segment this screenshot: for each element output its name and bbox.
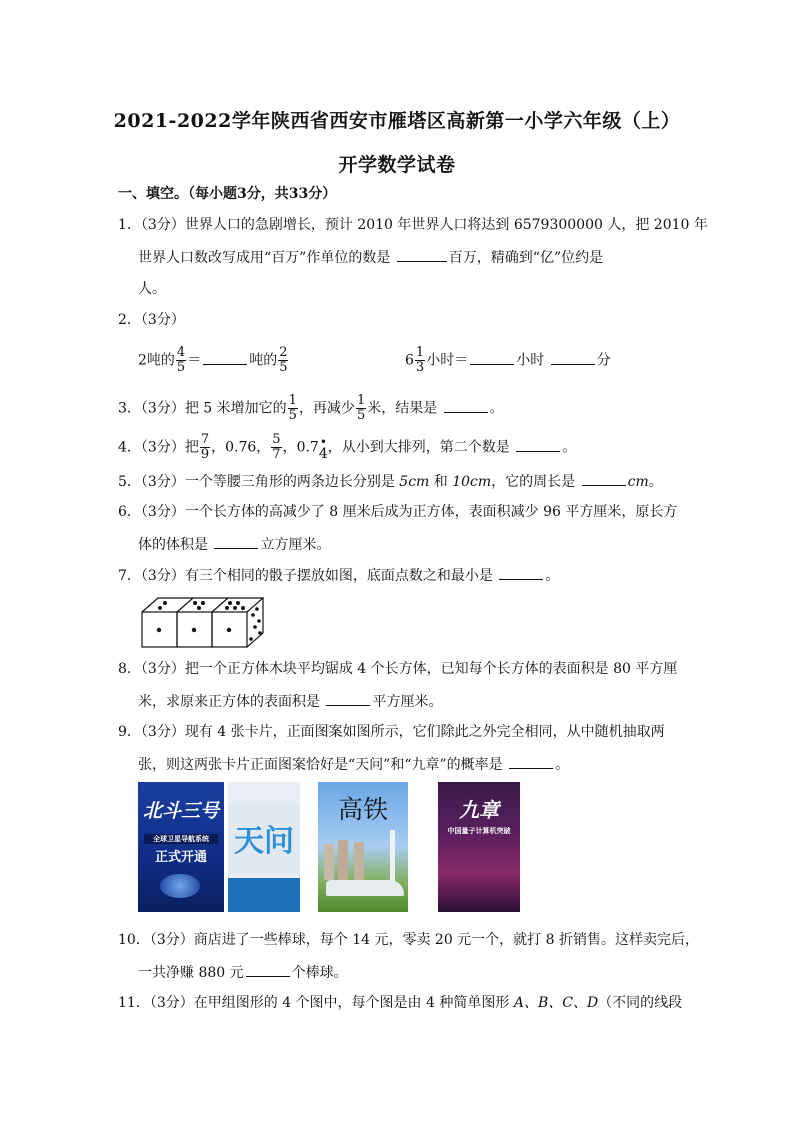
fraction: $\frac{4}{5}$ xyxy=(176,345,186,375)
question-2-right: 6 $\frac{1}{3}$ 小时＝ 小时 分 xyxy=(405,345,611,375)
answer-blank[interactable] xyxy=(246,962,290,977)
question-10-line2: 一共净赚 880 元 个棒球。 xyxy=(138,962,348,983)
question-9: 9．（3分）现有 4 张卡片，正面图案如图所示，它们除此之外完全相同，从中随机抽取两 xyxy=(118,724,665,740)
answer-blank[interactable] xyxy=(203,350,247,365)
question-4: 4．（3分）把 $\frac{7}{9}$ ，0.76， $\frac{5}{7}$ ，0.7 • 4，从小到大排列，第二个数是 。 xyxy=(118,432,577,462)
answer-blank[interactable] xyxy=(582,471,626,486)
answer-blank[interactable] xyxy=(444,398,488,413)
answer-blank[interactable] xyxy=(551,350,595,365)
question-1-line3: 人。 xyxy=(138,281,166,297)
fraction: $\frac{1}{5}$ xyxy=(288,393,297,423)
answer-blank[interactable] xyxy=(499,565,543,580)
card-jiuzhang: 九章 中国量子计算机突破 xyxy=(438,782,520,912)
card-beidou: 北斗三号 全球卫星导航系统 正式开通 xyxy=(138,782,224,912)
question-6: 6．（3分）一个长方体的高减少了 8 厘米后成为正方体，表面积减少 96 平方厘米，原长方 xyxy=(118,504,678,520)
repeating-digit: • 4 xyxy=(318,434,328,462)
exam-title-line2: 开学数学试卷 xyxy=(338,154,456,176)
exam-title-line1: 2021-2022学年陕西省西安市雁塔区高新第一小学六年级（上） xyxy=(113,110,681,132)
question-1-line2: 世界人口数改写成用“百万”作单位的数是 百万，精确到“亿”位约是 xyxy=(138,247,603,268)
question-3: 3．（3分）把 5 米增加它的 $\frac{1}{5}$ ，再减少 $\frac{1}{5}$ 米，结果是 。 xyxy=(118,393,504,423)
fraction: $\frac{5}{7}$ xyxy=(272,432,281,462)
train-image xyxy=(326,880,404,896)
question-1: 1．（3分）世界人口的急剧增长，预计 2010 年世界人口将达到 6579300000 人，把 2010 年 xyxy=(118,217,708,233)
section-heading: 一、填空。（每小题3分，共33分） xyxy=(118,186,337,202)
fraction: $\frac{7}{9}$ xyxy=(200,432,210,462)
card-footer-band xyxy=(228,878,300,912)
answer-blank[interactable] xyxy=(509,754,553,769)
question-8: 8．（3分）把一个正方体木块平均锯成 4 个长方体，已知每个长方体的表面积是 80 平方厘 xyxy=(118,661,678,677)
fraction: $\frac{1}{3}$ xyxy=(415,345,425,375)
question-2: 2．（3分） xyxy=(118,312,185,328)
answer-blank[interactable] xyxy=(397,247,447,262)
answer-blank[interactable] xyxy=(516,437,560,452)
card-tianwen: 天问 xyxy=(228,782,300,912)
question-10: 10．（3分）商店进了一些棒球，每个 14 元，零卖 20 元一个，就打 8 折销售。这样卖完后， xyxy=(118,932,699,948)
question-8-line2: 米，求原来正方体的表面积是 平方厘米。 xyxy=(138,691,442,712)
fraction: $\frac{2}{5}$ xyxy=(279,345,288,375)
answer-blank[interactable] xyxy=(214,534,258,549)
globe-image xyxy=(160,874,200,898)
dice-figure xyxy=(140,595,265,650)
question-2-left: 2吨的 $\frac{4}{5}$ ＝ 吨的 $\frac{2}{5}$ xyxy=(138,345,288,375)
fraction: $\frac{1}{5}$ xyxy=(356,393,366,423)
question-11: 11．（3分）在甲组图形的 4 个图中，每个图是由 4 种简单图形 A、B、C、D（不同的线段 xyxy=(118,995,683,1011)
question-5: 5．（3分）一个等腰三角形的两条边长分别是 5cm 和 10cm，它的周长是 cm。 xyxy=(118,471,663,492)
question-7: 7．（3分）有三个相同的骰子摆放如图，底面点数之和最小是 。 xyxy=(118,565,559,586)
answer-blank[interactable] xyxy=(326,691,370,706)
card-gaotie: 高铁 xyxy=(318,782,408,912)
answer-blank[interactable] xyxy=(470,350,514,365)
question-9-line2: 张，则这两张卡片正面图案恰好是“天问”和“九章”的概率是 。 xyxy=(138,754,569,775)
question-6-line2: 体的体积是 立方厘米。 xyxy=(138,534,330,555)
